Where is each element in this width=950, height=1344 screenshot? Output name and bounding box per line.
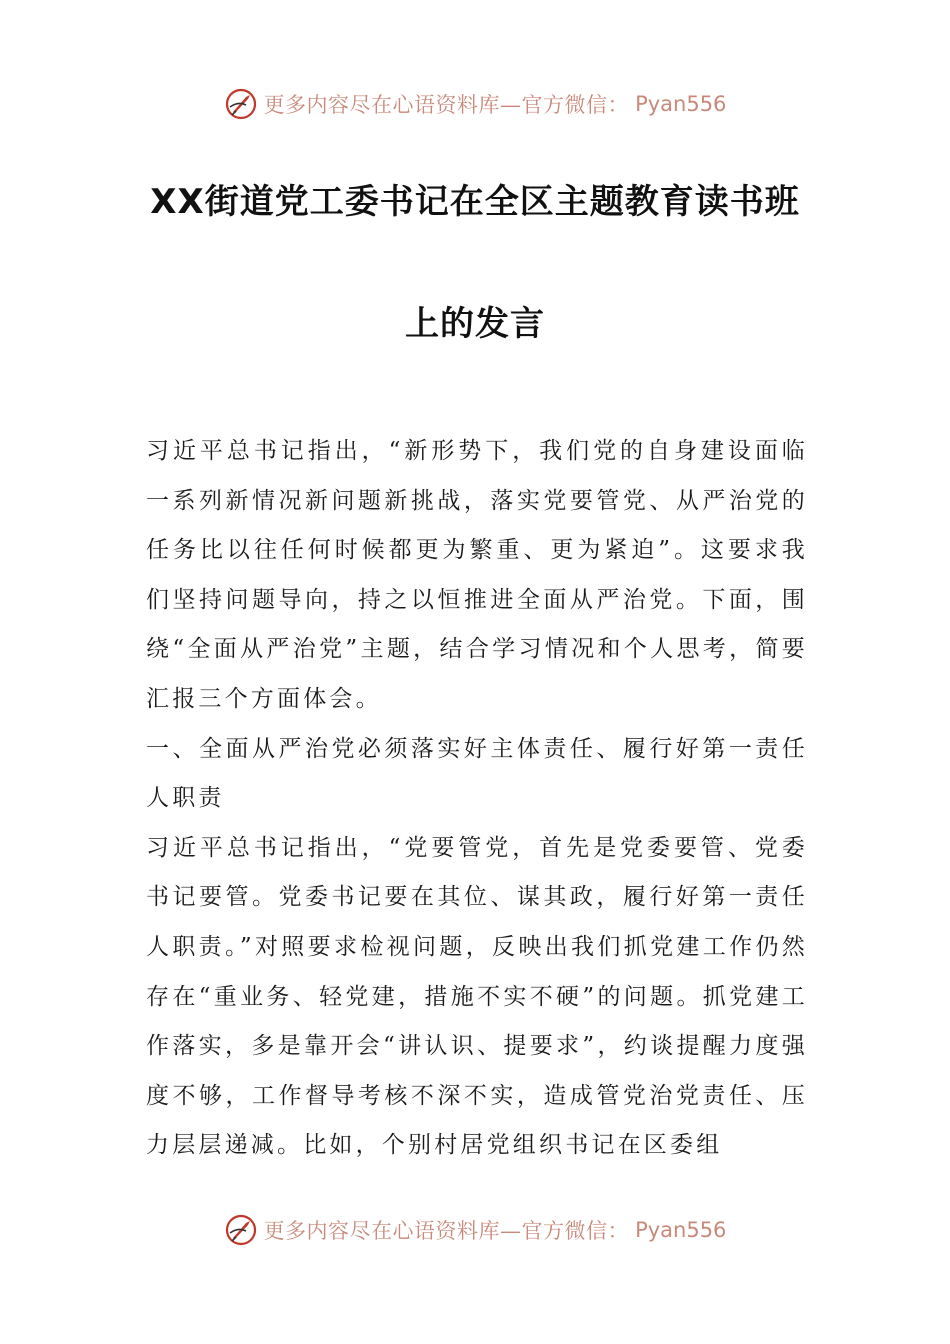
watermark-contact: Pyan556 bbox=[635, 92, 727, 116]
quill-pen-logo-icon bbox=[224, 87, 258, 121]
document-title-line-2: 上的发言 bbox=[405, 304, 545, 344]
document-title-line-1: XX街道党工委书记在全区主题教育读书班 bbox=[150, 182, 800, 222]
watermark-header bbox=[0, 82, 950, 126]
section-heading-1: 一、全面从严治党必须落实好主体责任、履行好第一责任人职责 bbox=[146, 735, 808, 812]
watermark-footer bbox=[0, 1208, 950, 1252]
watermark-text: 更多内容尽在心语资料库—官方微信： bbox=[263, 1219, 630, 1243]
paragraph-intro: 习近平总书记指出，“新形势下，我们党的自身建设面临一系列新情况新问题新挑战，落实党要管党、从严治党的任务比以往任何时候都更为繁重、更为紧迫”。这要求我们坚持问题导向，持之以恒推进全面从严治党。下面，围绕“全面从严治党”主题，结合学习情况和个人思考，简要汇报三个方面体会。 bbox=[146, 438, 808, 712]
document-body bbox=[146, 427, 808, 1171]
watermark-text: 更多内容尽在心语资料库—官方微信： bbox=[263, 93, 630, 117]
watermark-contact: Pyan556 bbox=[635, 1218, 727, 1242]
quill-pen-logo-icon bbox=[224, 1213, 258, 1247]
paragraph-section-1: 习近平总书记指出，“党要管党，首先是党委要管、党委书记要管。党委书记要在其位、谋其政，履行好第一责任人职责。”对照要求检视问题，反映出我们抓党建工作仍然存在“重业务、轻党建，措施不实不硬”的问题。抓党建工作落实，多是靠开会“讲认识、提要求”，约谈提醒力度强度不够，工作督导考核不深不实，造成管党治党责任、压力层层递减。比如，个别村居党组织书记在区委组 bbox=[146, 834, 808, 1159]
